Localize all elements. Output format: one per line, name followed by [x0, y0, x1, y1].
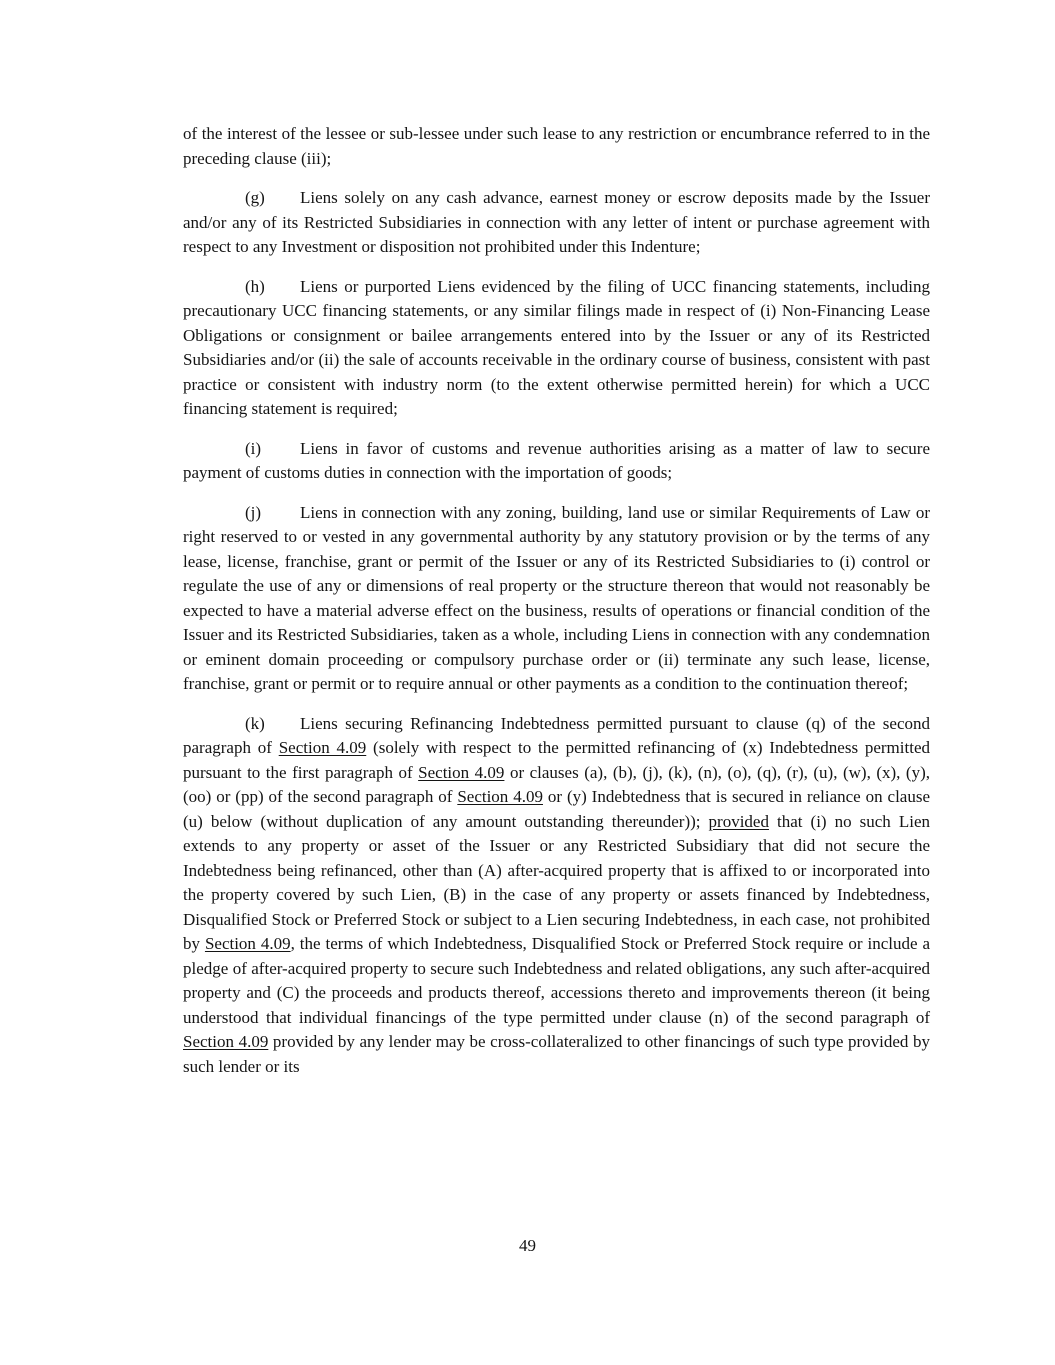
clause-label: (g)	[245, 188, 265, 207]
page-number: 49	[519, 1236, 536, 1255]
underlined-reference: Section 4.09	[204, 934, 291, 953]
clause-j	[183, 501, 930, 697]
text-segment: Liens or purported Liens evidenced by the filing of UCC financing statements, including precautionary UCC financing statements, or any similar filings made in respect of (i) Non-Financing Lease Obligations or consignment or bailee arrangements entered into by the Issuer or any of its Restricted Subsidiaries and/or (ii) the sale of accounts receivable in the ordinary course of business, consistent with past practice or consistent with industry norm (to the extent otherwise permitted herein) for which a UCC financing statement is required;	[183, 276, 930, 418]
text-segment: Liens securing Refinancing Indebtedness permitted pursuant to clause (q) of the second paragraph of	[183, 713, 930, 757]
body-text	[183, 122, 930, 1079]
text-segment: Liens in connection with any zoning, building, land use or similar Requirements of Law or right reserved to or vested in any governmental authority by any statutory provision or by the terms of any lease, license, franchise, grant or permit of the Issuer or any of its Restricted Subsidiaries to (i) control or regulate the use of any or dimensions of real property or the structure thereon that would not reasonably be expected to have a material adverse effect on the business, results of operations or financial condition of the Issuer and its Restricted Subsidiaries, taken as a whole, including Liens in connection with any condemnation or eminent domain proceeding or compulsory purchase order or (ii) terminate any such lease, license, franchise, grant or permit or to require annual or other payments as a condition to the continuation thereof;	[183, 502, 930, 693]
text-segment: , the terms of which Indebtedness, Disqualified Stock or Preferred Stock require or include a pledge of after-acquired property to secure such Indebtedness and related obligations, any such after-acquired property and (C) the proceeds and products thereof, accessions thereto and improvements thereon (it being understood that individual financings of the type permitted under clause (n) of the second paragraph of	[183, 934, 930, 1027]
underlined-reference: Section 4.09	[457, 787, 543, 806]
clause-label: (i)	[245, 438, 262, 458]
text-segment: Liens in favor of customs and revenue authorities arising as a matter of law to secure payment of customs duties in connection with the importation of goods;	[183, 438, 930, 482]
text-segment: of the interest of the lessee or sub-lessee under such lease to any restriction or encumbrance referred to in the preceding clause (iii);	[183, 124, 930, 168]
underlined-reference: Section 4.09	[278, 738, 367, 757]
clause-label: (j)	[245, 502, 262, 522]
underlined-reference: provided	[708, 811, 769, 831]
paragraph-continuation	[183, 122, 930, 171]
clause-label: (h)	[245, 276, 265, 296]
clause-i	[183, 437, 930, 486]
clause-k	[183, 712, 930, 1080]
clause-h	[183, 275, 930, 422]
text-segment: (solely with respect to the permitted refinancing of (x) Indebtedness permitted pursuant to the first paragraph of	[183, 738, 930, 782]
text-segment: that (i) no such Lien extends to any property or asset of the Issuer or any Restricted Subsidiary that did not secure the Indebtedness being refinanced, other than (A) after-acquired property that is affixed to or incorporated into the property covered by such Lien, (B) in the case of any property or assets financed by Indebtedness, Disqualified Stock or Preferred Stock or subject to a Lien securing Indebtedness, in each case, not prohibited by	[183, 811, 930, 953]
clause-label: (k)	[245, 713, 265, 733]
text-segment: provided by any lender may be cross-collateralized to other financings of such type provided by such lender or its	[183, 1032, 930, 1076]
underlined-reference: Section 4.09	[418, 762, 505, 782]
text-segment: Liens solely on any cash advance, earnest money or escrow deposits made by the Issuer and/or any of its Restricted Subsidiaries in connection with any letter of intent or purchase agreement with respect to any Investment or disposition not prohibited under this Indenture;	[183, 188, 930, 256]
clause-g	[183, 186, 930, 260]
text-segment: or (y) Indebtedness that is secured in reliance on clause (u) below (without duplication of any amount outstanding thereunder));	[183, 787, 930, 831]
underlined-reference: Section 4.09	[183, 1032, 269, 1051]
text-segment: or clauses (a), (b), (j), (k), (n), (o), (q), (r), (u), (w), (x), (y), (oo) or (pp) of the second paragraph of	[183, 762, 930, 806]
